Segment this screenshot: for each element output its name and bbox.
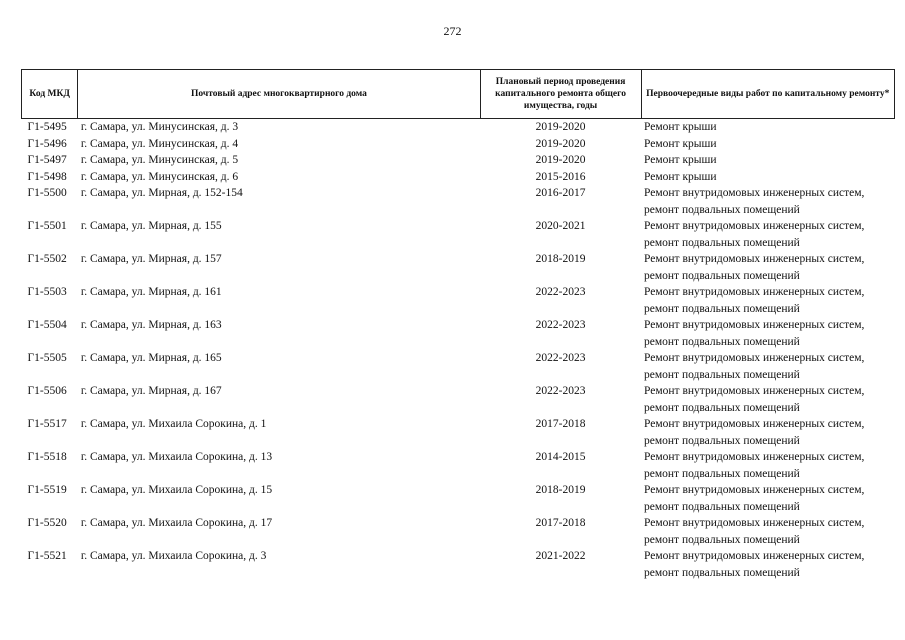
works-line: ремонт подвальных помещений (644, 236, 800, 249)
cell-code: Г1-5495 (27, 121, 67, 133)
cell-code: Г1-5517 (27, 418, 67, 430)
cell-works (641, 482, 894, 515)
cell-works (641, 383, 894, 416)
works-line: Ремонт внутридомовых инженерных систем, (644, 550, 865, 562)
cell-code: Г1-5504 (27, 319, 67, 331)
cell-works (641, 152, 894, 169)
table-row (22, 482, 895, 515)
cell-code: Г1-5502 (27, 253, 67, 265)
page-number: 272 (443, 24, 462, 38)
table-row (22, 449, 895, 482)
cell-code: Г1-5519 (27, 484, 67, 496)
cell-address: г. Самара, ул. Мирная, д. 165 (80, 352, 222, 364)
cell-address: г. Самара, ул. Минусинская, д. 6 (80, 170, 239, 183)
header-period: Плановый период проведения капитального ремонта общего имущества, годы (480, 70, 641, 119)
works-line: Ремонт внутридомовых инженерных систем, (644, 451, 865, 463)
cell-period: 2017-2018 (535, 418, 586, 430)
cell-code: Г1-5520 (27, 517, 67, 529)
cell-address: г. Самара, ул. Мирная, д. 157 (80, 253, 222, 265)
table-row (22, 284, 895, 317)
cell-period: 2019-2020 (535, 137, 586, 150)
cell-works (641, 548, 894, 581)
works-line: ремонт подвальных помещений (644, 335, 800, 348)
cell-address: г. Самара, ул. Мирная, д. 155 (80, 220, 222, 232)
cell-code: Г1-5506 (27, 385, 67, 397)
works-line: ремонт подвальных помещений (644, 401, 800, 414)
works-line: ремонт подвальных помещений (644, 533, 800, 546)
cell-period: 2018-2019 (535, 484, 586, 496)
header-code: Код МКД (22, 70, 78, 119)
works-line: ремонт подвальных помещений (644, 467, 800, 480)
cell-address: г. Самара, ул. Михаила Сорокина, д. 1 (80, 418, 267, 430)
cell-works (641, 284, 894, 317)
cell-address: г. Самара, ул. Минусинская, д. 4 (80, 137, 239, 150)
cell-works (641, 251, 894, 284)
header-works: Первоочередные виды работ по капитальному ремонту* (641, 70, 894, 119)
cell-address: г. Самара, ул. Мирная, д. 152-154 (80, 187, 243, 199)
works-line: Ремонт внутридомовых инженерных систем, (644, 385, 865, 397)
table-row (22, 136, 895, 153)
works-line: Ремонт крыши (644, 170, 717, 183)
table-header-row (22, 70, 895, 119)
cell-code: Г1-5518 (27, 451, 67, 463)
works-line: Ремонт внутридомовых инженерных систем, (644, 253, 865, 265)
works-line: Ремонт внутридомовых инженерных систем, (644, 220, 865, 232)
capital-repair-table (21, 69, 895, 581)
cell-period: 2022-2023 (535, 352, 586, 364)
cell-address: г. Самара, ул. Михаила Сорокина, д. 17 (80, 517, 273, 529)
cell-code: Г1-5505 (27, 352, 67, 364)
cell-works (641, 449, 894, 482)
works-line: ремонт подвальных помещений (644, 302, 800, 315)
table-row (22, 152, 895, 169)
cell-address: г. Самара, ул. Мирная, д. 167 (80, 385, 222, 397)
cell-period: 2015-2016 (535, 170, 586, 183)
cell-period: 2022-2023 (535, 385, 586, 397)
cell-works (641, 185, 894, 218)
cell-works (641, 169, 894, 186)
cell-period: 2014-2015 (535, 451, 586, 463)
cell-address: г. Самара, ул. Михаила Сорокина, д. 13 (80, 451, 273, 463)
works-line: Ремонт внутридомовых инженерных систем, (644, 319, 865, 331)
cell-code: Г1-5500 (27, 187, 67, 199)
cell-address: г. Самара, ул. Минусинская, д. 3 (80, 121, 239, 133)
cell-works (641, 350, 894, 383)
works-line: ремонт подвальных помещений (644, 566, 800, 579)
header-address: Почтовый адрес многоквартирного дома (78, 70, 480, 119)
cell-works (641, 317, 894, 350)
works-line: Ремонт внутридомовых инженерных систем, (644, 484, 865, 496)
cell-period: 2021-2022 (535, 550, 586, 562)
cell-code: Г1-5521 (27, 550, 67, 562)
table-row (22, 416, 895, 449)
cell-period: 2019-2020 (535, 121, 586, 133)
works-line: ремонт подвальных помещений (644, 500, 800, 513)
cell-period: 2022-2023 (535, 286, 586, 298)
cell-period: 2016-2017 (535, 187, 586, 199)
works-line: Ремонт внутридомовых инженерных систем, (644, 517, 865, 529)
cell-period: 2019-2020 (535, 154, 586, 166)
table-row (22, 350, 895, 383)
table-row (22, 548, 895, 581)
works-line: ремонт подвальных помещений (644, 434, 800, 447)
cell-period: 2017-2018 (535, 517, 586, 529)
table-row (22, 169, 895, 186)
cell-works (641, 119, 894, 136)
cell-code: Г1-5497 (27, 154, 67, 166)
works-line: Ремонт внутридомовых инженерных систем, (644, 352, 865, 364)
table-row (22, 218, 895, 251)
cell-period: 2022-2023 (535, 319, 586, 331)
works-line: ремонт подвальных помещений (644, 368, 800, 381)
works-line: Ремонт крыши (644, 154, 717, 166)
cell-code: Г1-5501 (27, 220, 67, 232)
works-line: Ремонт крыши (644, 137, 717, 150)
table-row (22, 383, 895, 416)
cell-address: г. Самара, ул. Мирная, д. 161 (80, 286, 222, 298)
table-row (22, 317, 895, 350)
cell-address: г. Самара, ул. Михаила Сорокина, д. 15 (80, 484, 273, 496)
cell-code: Г1-5503 (27, 286, 67, 298)
cell-period: 2020-2021 (535, 220, 586, 232)
cell-code: Г1-5498 (27, 170, 67, 183)
cell-period: 2018-2019 (535, 253, 586, 265)
table-body (22, 119, 895, 582)
cell-works (641, 515, 894, 548)
cell-address: г. Самара, ул. Мирная, д. 163 (80, 319, 222, 331)
cell-address: г. Самара, ул. Минусинская, д. 5 (80, 154, 239, 166)
table-row (22, 185, 895, 218)
cell-works (641, 136, 894, 153)
table-row (22, 251, 895, 284)
works-line: Ремонт внутридомовых инженерных систем, (644, 187, 865, 199)
works-line: Ремонт внутридомовых инженерных систем, (644, 418, 865, 430)
cell-works (641, 218, 894, 251)
cell-code: Г1-5496 (27, 137, 67, 150)
table-row (22, 515, 895, 548)
works-line: ремонт подвальных помещений (644, 269, 800, 282)
cell-address: г. Самара, ул. Михаила Сорокина, д. 3 (80, 550, 267, 562)
works-line: ремонт подвальных помещений (644, 203, 800, 216)
cell-works (641, 416, 894, 449)
works-line: Ремонт внутридомовых инженерных систем, (644, 286, 865, 298)
table-row (22, 119, 895, 136)
works-line: Ремонт крыши (644, 121, 717, 133)
